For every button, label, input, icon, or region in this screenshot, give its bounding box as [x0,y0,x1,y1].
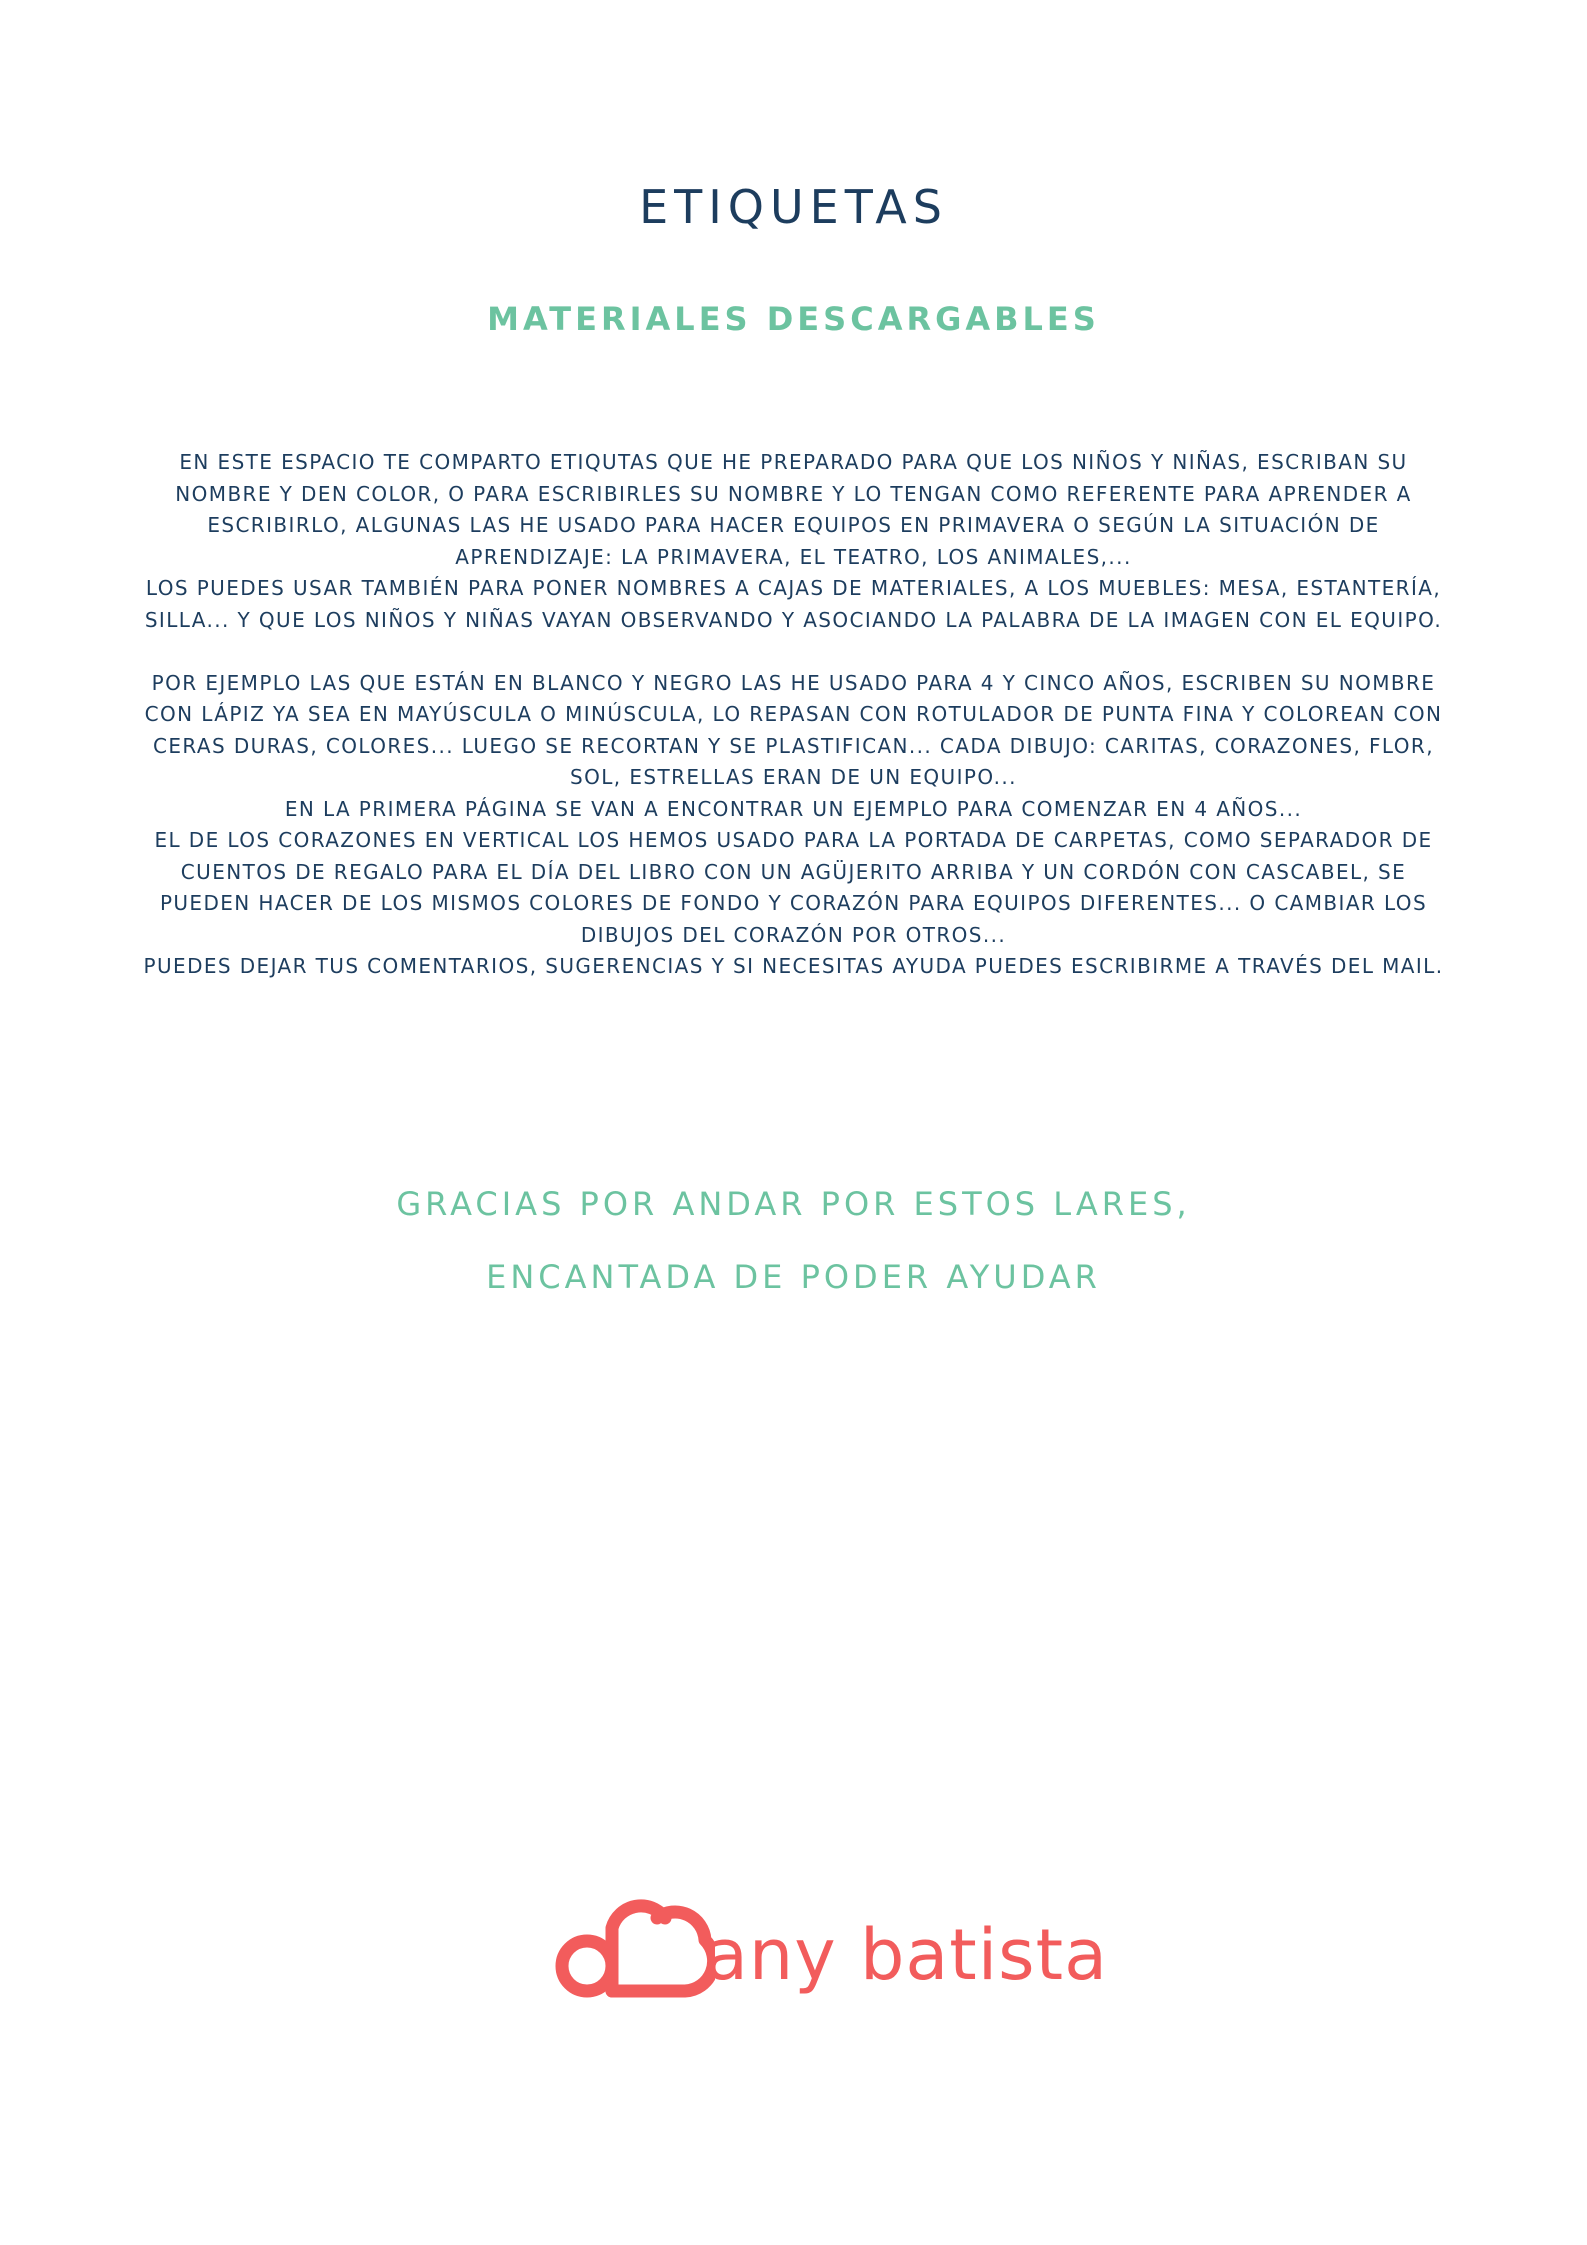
paragraph-uses: LOS PUEDES USAR TAMBIÉN PARA PONER NOMBRES A CAJAS DE MATERIALES, A LOS MUEBLES: MESA, ESTANTERÍA, SILLA... Y QUE LOS NIÑOS Y NIÑAS VAYAN OBSERVANDO Y ASOCIANDO LA PALABRA DE LA IMAGEN CON EL EQUIPO. [144,576,1443,632]
heart-d-logo-icon [535,1888,715,2018]
description-text [135,447,1452,983]
page-title: ETIQUETAS [639,180,948,234]
paragraph-gap [135,636,1452,668]
paragraph-first-page: EN LA PRIMERA PÁGINA SE VAN A ENCONTRAR UN EJEMPLO PARA COMENZAR EN 4 AÑOS... [284,796,1303,821]
brand-logo [535,1888,1108,2048]
closing-line: ENCANTADA DE PODER AYUDAR [486,1258,1101,1296]
logo-text: any batista [705,1914,1108,1996]
page-subtitle: MATERIALES DESCARGABLES [487,300,1100,338]
paragraph-comments: PUEDES DEJAR TUS COMENTARIOS, SUGERENCIAS Y SI NECESITAS AYUDA PUEDES ESCRIBIRME A TRAVÉS DEL MAIL. [143,954,1444,978]
paragraph-example: POR EJEMPLO LAS QUE ESTÁN EN BLANCO Y NEGRO LAS HE USADO PARA 4 Y CINCO AÑOS, ESCRIBEN SU NOMBRE CON LÁPIZ YA SEA EN MAYÚSCULA O MINÚSCULA, LO REPASAN CON ROTULADOR DE PUNTA FINA Y COLOREAN CON CERAS DURAS, COLORES... LUEGO SE RECORTAN Y SE PLASTIFICAN... CADA DIBUJO: CARITAS, CORAZONES, FLOR, SOL, ESTRELLAS ERAN DE UN EQUIPO... [144,670,1443,789]
paragraph-intro: EN ESTE ESPACIO TE COMPARTO ETIQUTAS QUE HE PREPARADO PARA QUE LOS NIÑOS Y NIÑAS, ESCRIBAN SU NOMBRE Y DEN COLOR, O PARA ESCRIBIRLES SU NOMBRE Y LO TENGAN COMO REFERENTE PARA APRENDER A ESCRIBIRLO, ALGUNAS LAS HE USADO PARA HACER EQUIPOS EN PRIMAVERA O SEGÚN LA SITUACIÓN DE APRENDIZAJE: LA PRIMAVERA, EL TEATRO, LOS ANIMALES,... [175,450,1412,569]
paragraph-hearts: EL DE LOS CORAZONES EN VERTICAL LOS HEMOS USADO PARA LA PORTADA DE CARPETAS, COMO SEPARADOR DE CUENTOS DE REGALO PARA EL DÍA DEL LIBRO CON UN AGÜJERITO ARRIBA Y UN CORDÓN CON CASCABEL, SE PUEDEN HACER DE LOS MISMOS COLORES DE FONDO Y CORAZÓN PARA EQUIPOS DIFERENTES... O CAMBIAR LOS DIBUJOS DEL CORAZÓN POR OTROS... [154,828,1433,947]
thanks-line: GRACIAS POR ANDAR POR ESTOS LARES, [396,1185,1191,1223]
